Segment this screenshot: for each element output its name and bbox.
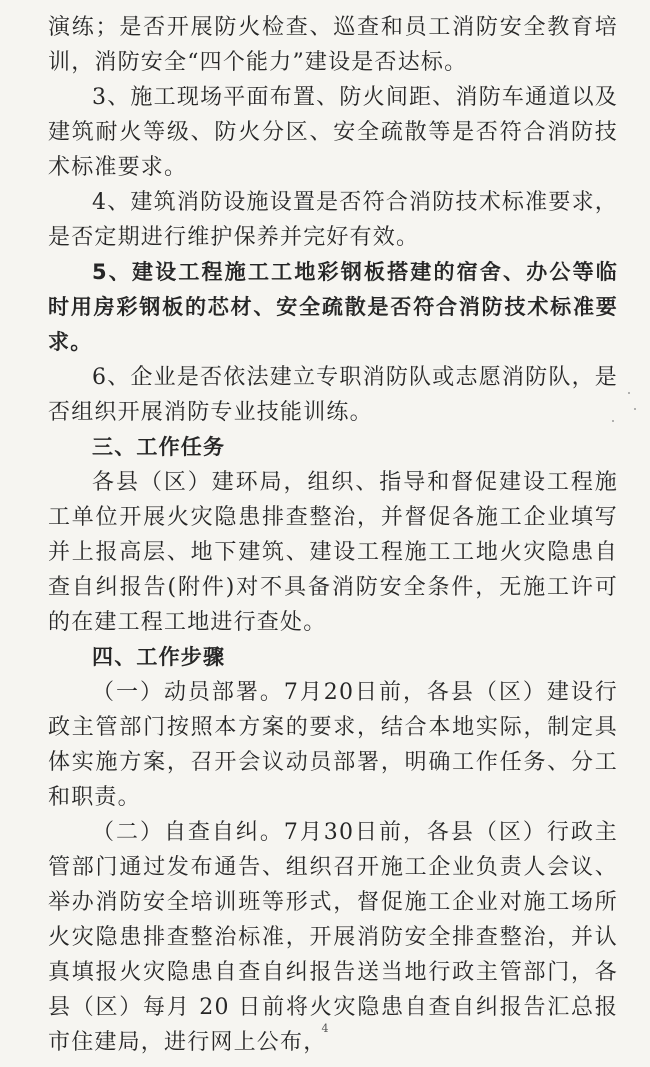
paragraph-item-6: 6、企业是否依法建立专职消防队或志愿消防队，是否组织开展消防专业技能训练。: [48, 365, 618, 425]
paragraph-step-1: （一）动员部署。7月20日前，各县（区）建设行政主管部门按照本方案的要求，结合本地实际，制定具体实施方案，召开会议动员部署，明确工作任务、分工和职责。: [48, 680, 618, 810]
paragraph-tasks: 各县（区）建环局，组织、指导和督促建设工程施工单位开展火灾隐患排查整治，并督促各施工企业填写并上报高层、地下建筑、建设工程施工工地火灾隐患自查自纠报告(附件)对不具备消防安全条件，无施工许可的在建工程工地进行查处。: [48, 470, 618, 635]
section-heading-steps: 四、工作步骤: [92, 645, 226, 669]
scan-speck: [634, 408, 636, 410]
paragraph-step-2: （二）自查自纠。7月30日前，各县（区）行政主管部门通过发布通告、组织召开施工企业负责人会议、举办消防安全培训班等形式，督促施工企业对施工场所火灾隐患排查整治标准，开展消防安全排查整治，并认真填报火灾隐患自查自纠报告送当地行政主管部门，各县（区）每月 20 日前将火灾隐患自查自纠报告汇总报市住建局，进行网上公布，: [48, 820, 618, 1055]
scan-speck: [628, 392, 630, 394]
document-body: [48, 10, 618, 1060]
page-number: 4: [321, 1022, 329, 1035]
paragraph-item-3: 3、施工现场平面布置、防火间距、消防车通道以及建筑耐火等级、防火分区、安全疏散等是否符合消防技术标准要求。: [48, 85, 618, 180]
paragraph-item-4: 4、建筑消防设施设置是否符合消防技术标准要求，是否定期进行维护保养并完好有效。: [48, 190, 618, 250]
paragraph-continued: 演练；是否开展防火检查、巡查和员工消防安全教育培训，消防安全“四个能力”建设是否达标。: [48, 15, 618, 75]
section-heading-tasks: 三、工作任务: [92, 435, 226, 459]
scan-speck: [612, 420, 614, 422]
paragraph-item-5: 5、建设工程施工工地彩钢板搭建的宿舍、办公等临时用房彩钢板的芯材、安全疏散是否符合消防技术标准要求。: [48, 260, 618, 354]
